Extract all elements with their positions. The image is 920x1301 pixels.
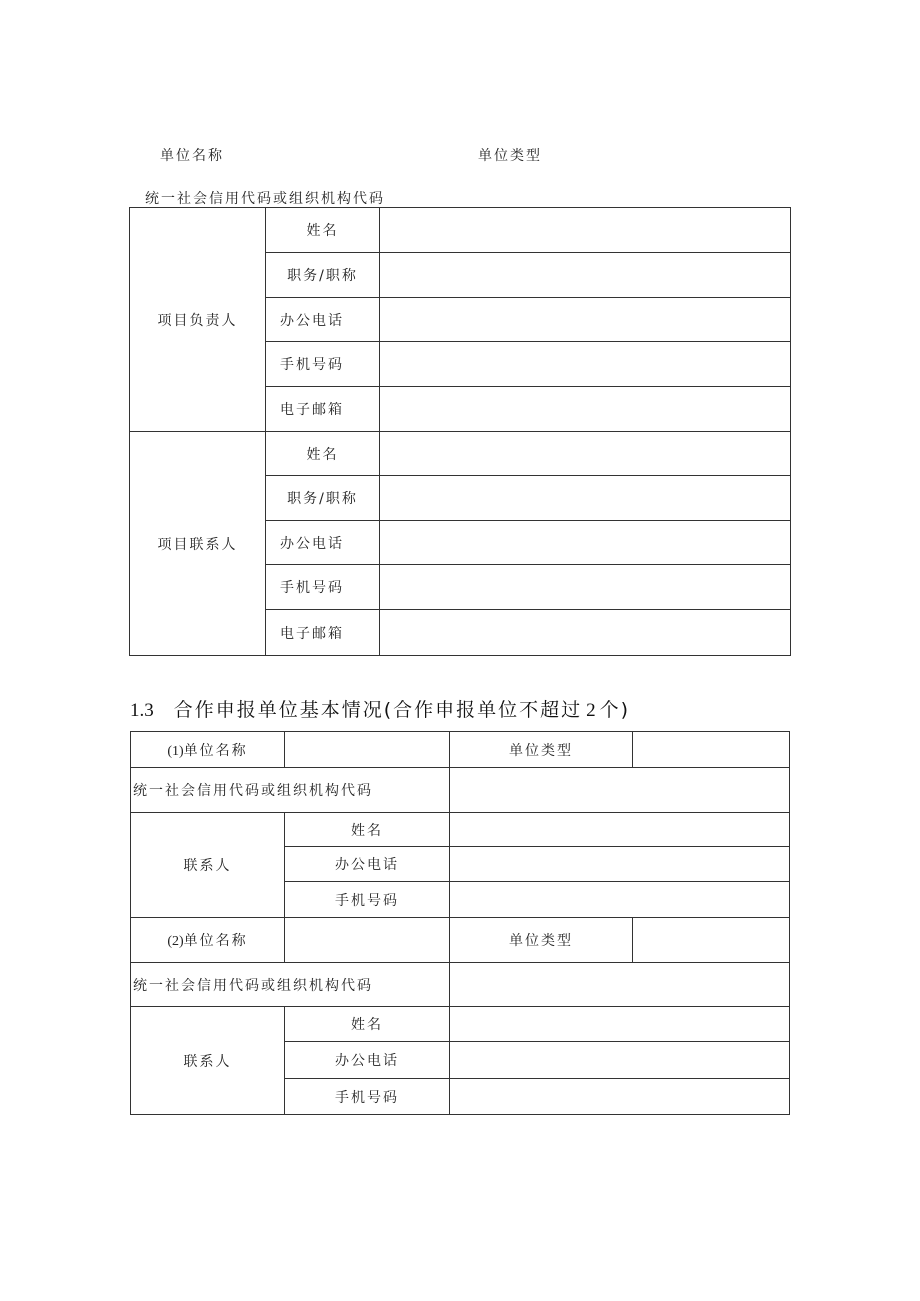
partner1-credit-code-label: 统一社会信用代码或组织机构代码 bbox=[131, 768, 450, 813]
section-title-num: 2 bbox=[586, 700, 596, 721]
leader-title-label: 职务/职称 bbox=[266, 253, 380, 298]
table-row bbox=[131, 1007, 790, 1042]
contact-email-field[interactable] bbox=[380, 610, 791, 656]
leader-office-phone-field[interactable] bbox=[380, 298, 791, 342]
partner1-office-phone-label: 办公电话 bbox=[285, 847, 450, 882]
partner2-mobile-field[interactable] bbox=[450, 1079, 790, 1115]
partner1-unit-name-label bbox=[131, 732, 285, 768]
table-row bbox=[130, 432, 791, 476]
partner1-contact-name-field[interactable] bbox=[450, 813, 790, 847]
table-row bbox=[131, 768, 790, 813]
partner2-office-phone-field[interactable] bbox=[450, 1042, 790, 1079]
leader-group-label: 项目负责人 bbox=[130, 208, 266, 432]
leader-mobile-label: 手机号码 bbox=[266, 342, 380, 387]
partner2-contact-name-field[interactable] bbox=[450, 1007, 790, 1042]
table-row bbox=[131, 813, 790, 847]
partner2-credit-code-label: 统一社会信用代码或组织机构代码 bbox=[131, 963, 450, 1007]
partner1-mobile-field[interactable] bbox=[450, 882, 790, 918]
contact-email-label: 电子邮箱 bbox=[266, 610, 380, 656]
partner2-unit-name-label bbox=[131, 918, 285, 963]
contact-mobile-label: 手机号码 bbox=[266, 565, 380, 610]
leader-title-field[interactable] bbox=[380, 253, 791, 298]
partner1-unit-type-label: 单位类型 bbox=[450, 732, 633, 768]
partner1-unit-name-text: 单位名称 bbox=[183, 742, 248, 759]
partner2-mobile-label: 手机号码 bbox=[285, 1079, 450, 1115]
table-row bbox=[131, 732, 790, 768]
partner1-unit-type-field[interactable] bbox=[633, 732, 790, 768]
contact-group-label: 项目联系人 bbox=[130, 432, 266, 656]
contact-name-field[interactable] bbox=[380, 432, 791, 476]
partner2-unit-name-text: 单位名称 bbox=[183, 933, 248, 949]
partners-table bbox=[130, 731, 790, 1115]
leader-email-label: 电子邮箱 bbox=[266, 387, 380, 432]
leader-office-phone-label: 办公电话 bbox=[266, 298, 380, 342]
partner1-contact-name-label: 姓名 bbox=[285, 813, 450, 847]
section-heading bbox=[130, 695, 630, 722]
partner2-unit-type-label: 单位类型 bbox=[450, 918, 633, 963]
partner2-contact-name-label: 姓名 bbox=[285, 1007, 450, 1042]
contact-office-phone-label: 办公电话 bbox=[266, 521, 380, 565]
contacts-table bbox=[129, 207, 791, 656]
leader-email-field[interactable] bbox=[380, 387, 791, 432]
contact-name-label: 姓名 bbox=[266, 432, 380, 476]
table-row bbox=[131, 963, 790, 1007]
partner2-contact-label: 联系人 bbox=[131, 1007, 285, 1115]
partner2-unit-type-field[interactable] bbox=[633, 918, 790, 963]
section-title-prefix: 合作申报单位基本情况(合作申报单位不超过 bbox=[173, 699, 583, 721]
table-row bbox=[130, 208, 791, 253]
partner2-unit-name-field[interactable] bbox=[285, 918, 450, 963]
partner2-credit-code-field[interactable] bbox=[450, 963, 790, 1007]
contact-title-field[interactable] bbox=[380, 476, 791, 521]
leader-mobile-field[interactable] bbox=[380, 342, 791, 387]
partner1-unit-name-field[interactable] bbox=[285, 732, 450, 768]
partner1-mobile-label: 手机号码 bbox=[285, 882, 450, 918]
partner1-contact-label: 联系人 bbox=[131, 813, 285, 918]
partner2-index: (2) bbox=[167, 934, 184, 949]
partner2-office-phone-label: 办公电话 bbox=[285, 1042, 450, 1079]
contact-title-label: 职务/职称 bbox=[266, 476, 380, 521]
contact-mobile-field[interactable] bbox=[380, 565, 791, 610]
section-title-suffix: 个) bbox=[599, 699, 631, 721]
section-number: 1.3 bbox=[130, 700, 154, 721]
unit-name-label: 单位名称 bbox=[160, 148, 224, 164]
leader-name-label: 姓名 bbox=[266, 208, 380, 253]
leader-name-field[interactable] bbox=[380, 208, 791, 253]
partner1-credit-code-field[interactable] bbox=[450, 768, 790, 813]
unit-type-label: 单位类型 bbox=[478, 148, 542, 164]
table-row bbox=[131, 918, 790, 963]
credit-code-label: 统一社会信用代码或组织机构代码 bbox=[145, 191, 385, 207]
partner1-office-phone-field[interactable] bbox=[450, 847, 790, 882]
partner1-index: (1) bbox=[167, 743, 184, 759]
contact-office-phone-field[interactable] bbox=[380, 521, 791, 565]
